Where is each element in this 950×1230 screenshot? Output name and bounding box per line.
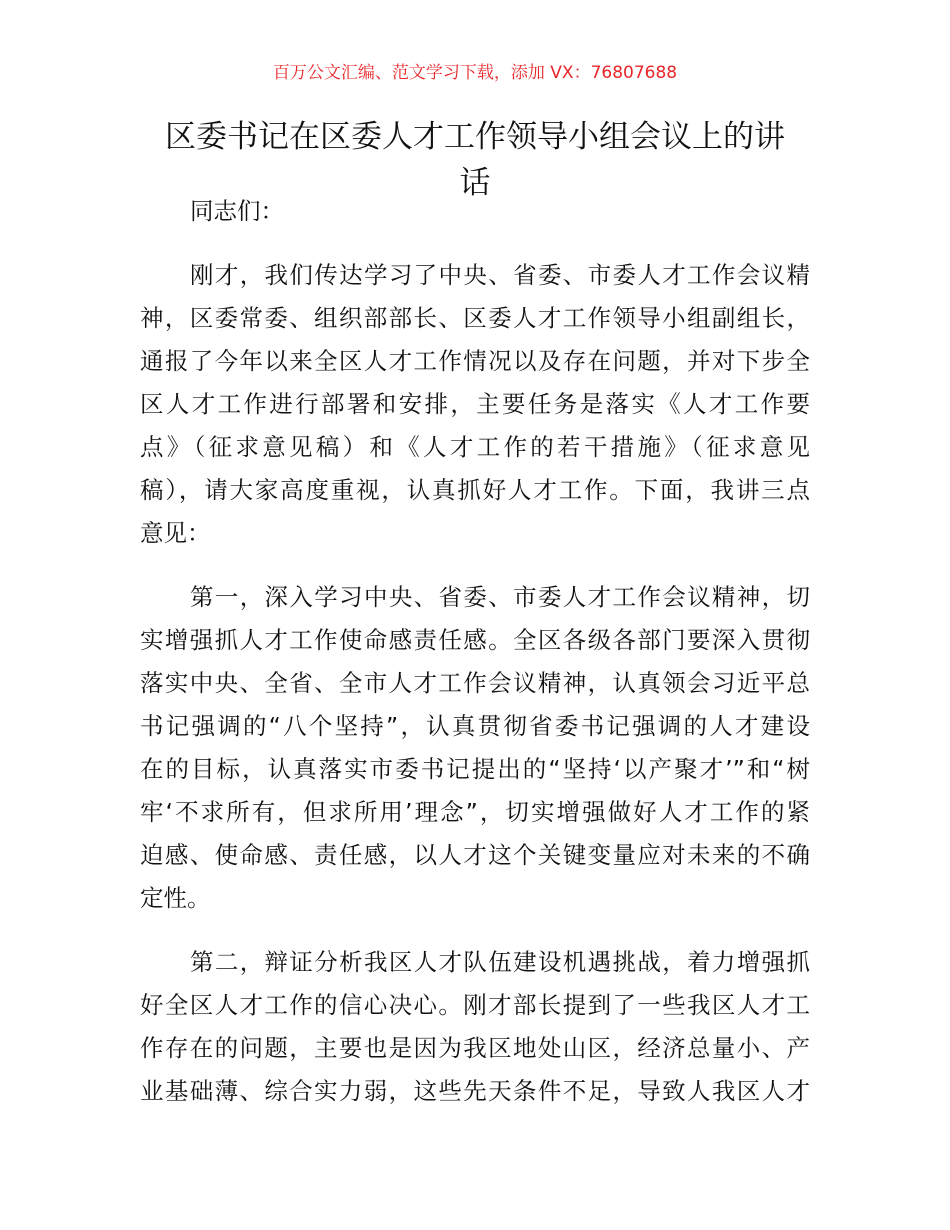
text-line: 同志们：: [190, 197, 284, 225]
paragraph: [140, 190, 810, 233]
paragraph: [140, 941, 810, 1113]
text-line: 第一，深入学习中央、省委、市委人才工作会议精神，切: [190, 583, 810, 611]
watermark-header: 百万公文汇编、范文学习下载，添加 VX：76807688: [272, 63, 678, 83]
text-line: 通报了今年以来全区人才工作情况以及存在问题，并对下步全: [140, 347, 810, 375]
text-line: 业基础薄、综合实力弱，这些先天条件不足，导致人我区人才: [140, 1077, 810, 1105]
title-line: 话: [459, 165, 491, 201]
paragraph: [140, 576, 810, 920]
text-line: 神，区委常委、组织部部长、区委人才工作领导小组副组长，: [140, 304, 810, 332]
text-line: 好全区人才工作的信心决心。刚才部长提到了一些我区人才工: [140, 991, 810, 1019]
text-line: 点》（征求意见稿）和《人才工作的若干措施》（征求意见: [140, 433, 810, 461]
text-line: 区人才工作进行部署和安排，主要任务是落实《人才工作要: [140, 390, 810, 418]
text-line: 迫感、使命感、责任感，以人才这个关键变量应对未来的不确: [140, 841, 810, 869]
text-line: 意见：: [140, 519, 211, 547]
document-body: [140, 190, 810, 1134]
paragraph: [140, 254, 810, 555]
title-line: 区委书记在区委人才工作领导小组会议上的讲: [165, 119, 785, 155]
text-line: 刚才，我们传达学习了中央、省委、市委人才工作会议精: [190, 261, 810, 289]
text-line: 作存在的问题，主要也是因为我区地处山区，经济总量小、产: [140, 1034, 810, 1062]
text-line: 在的目标，认真落实市委书记提出的“坚持‘以产聚才’”和“树: [140, 755, 810, 783]
text-line: 第二，辩证分析我区人才队伍建设机遇挑战，着力增强抓: [190, 948, 810, 976]
text-line: 书记强调的“八个坚持”，认真贯彻省委书记强调的人才建设: [140, 712, 810, 740]
text-line: 实增强抓人才工作使命感责任感。全区各级各部门要深入贯彻: [140, 626, 810, 654]
text-line: 稿），请大家高度重视，认真抓好人才工作。下面，我讲三点: [140, 476, 810, 504]
text-line: 落实中央、全省、全市人才工作会议精神，认真领会习近平总: [140, 669, 810, 697]
text-line: 定性。: [140, 884, 211, 912]
text-line: 牢‘不求所有，但求所用’理念”，切实增强做好人才工作的紧: [140, 798, 810, 826]
